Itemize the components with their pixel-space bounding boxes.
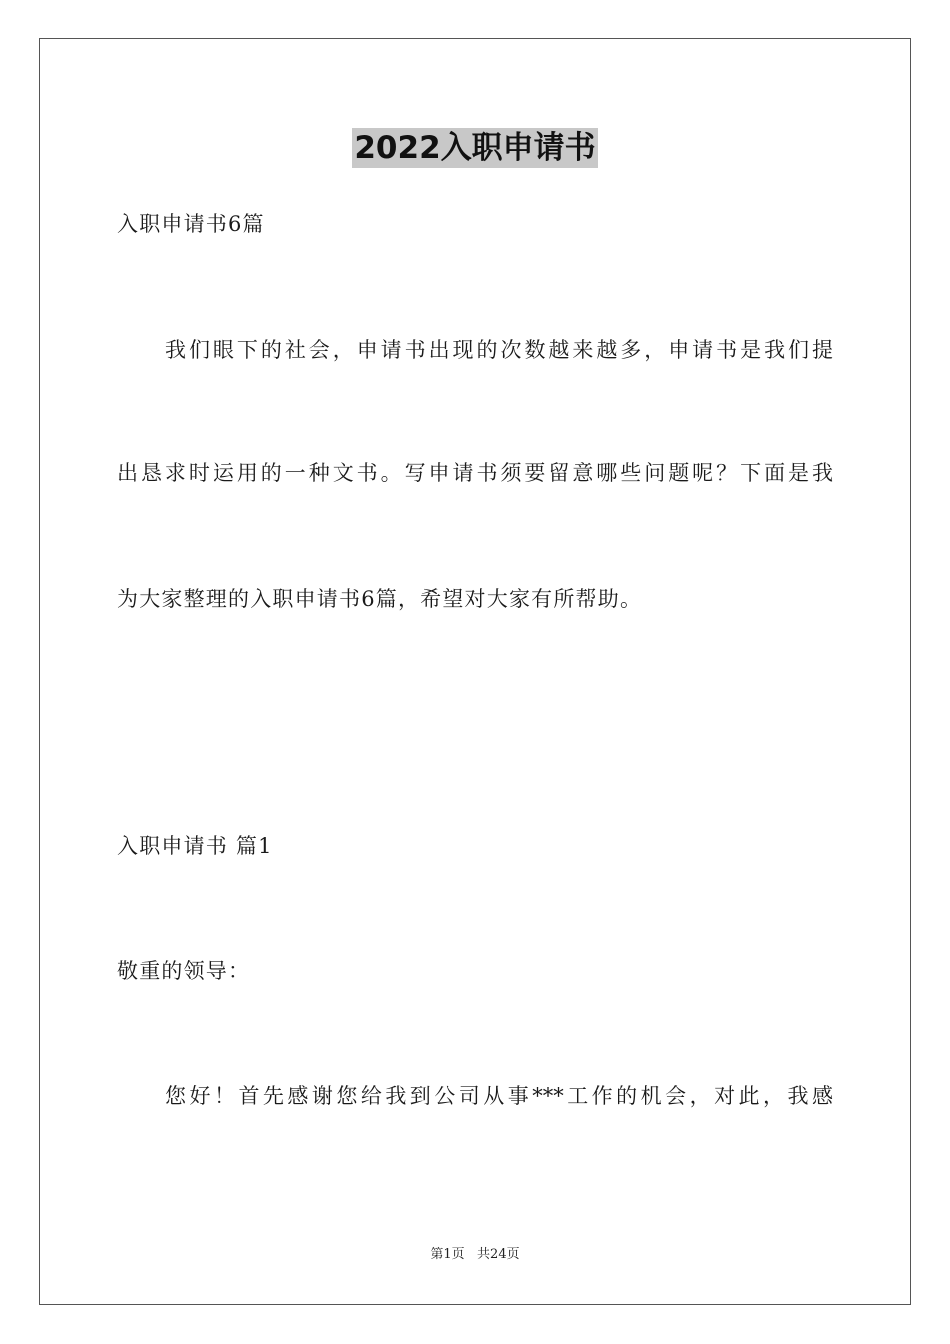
salutation: 敬重的领导：: [117, 959, 251, 983]
intro-line-3: 为大家整理的入职申请书6篇，希望对大家有所帮助。: [117, 587, 643, 611]
document-subtitle: 入职申请书6篇: [117, 212, 265, 236]
section-heading: 入职申请书 篇1: [117, 834, 273, 858]
intro-line-1: 我们眼下的社会，申请书出现的次数越来越多，申请书是我们提: [165, 338, 833, 362]
body-line: 您好！首先感谢您给我到公司从事***工作的机会，对此，我感: [165, 1084, 833, 1108]
title-container: [0, 128, 950, 168]
page-footer: 第1页 共24页: [430, 1247, 520, 1262]
document-title: 2022入职申请书: [354, 130, 596, 166]
intro-line-2: 出恳求时运用的一种文书。写申请书须要留意哪些问题呢？下面是我: [117, 461, 833, 485]
